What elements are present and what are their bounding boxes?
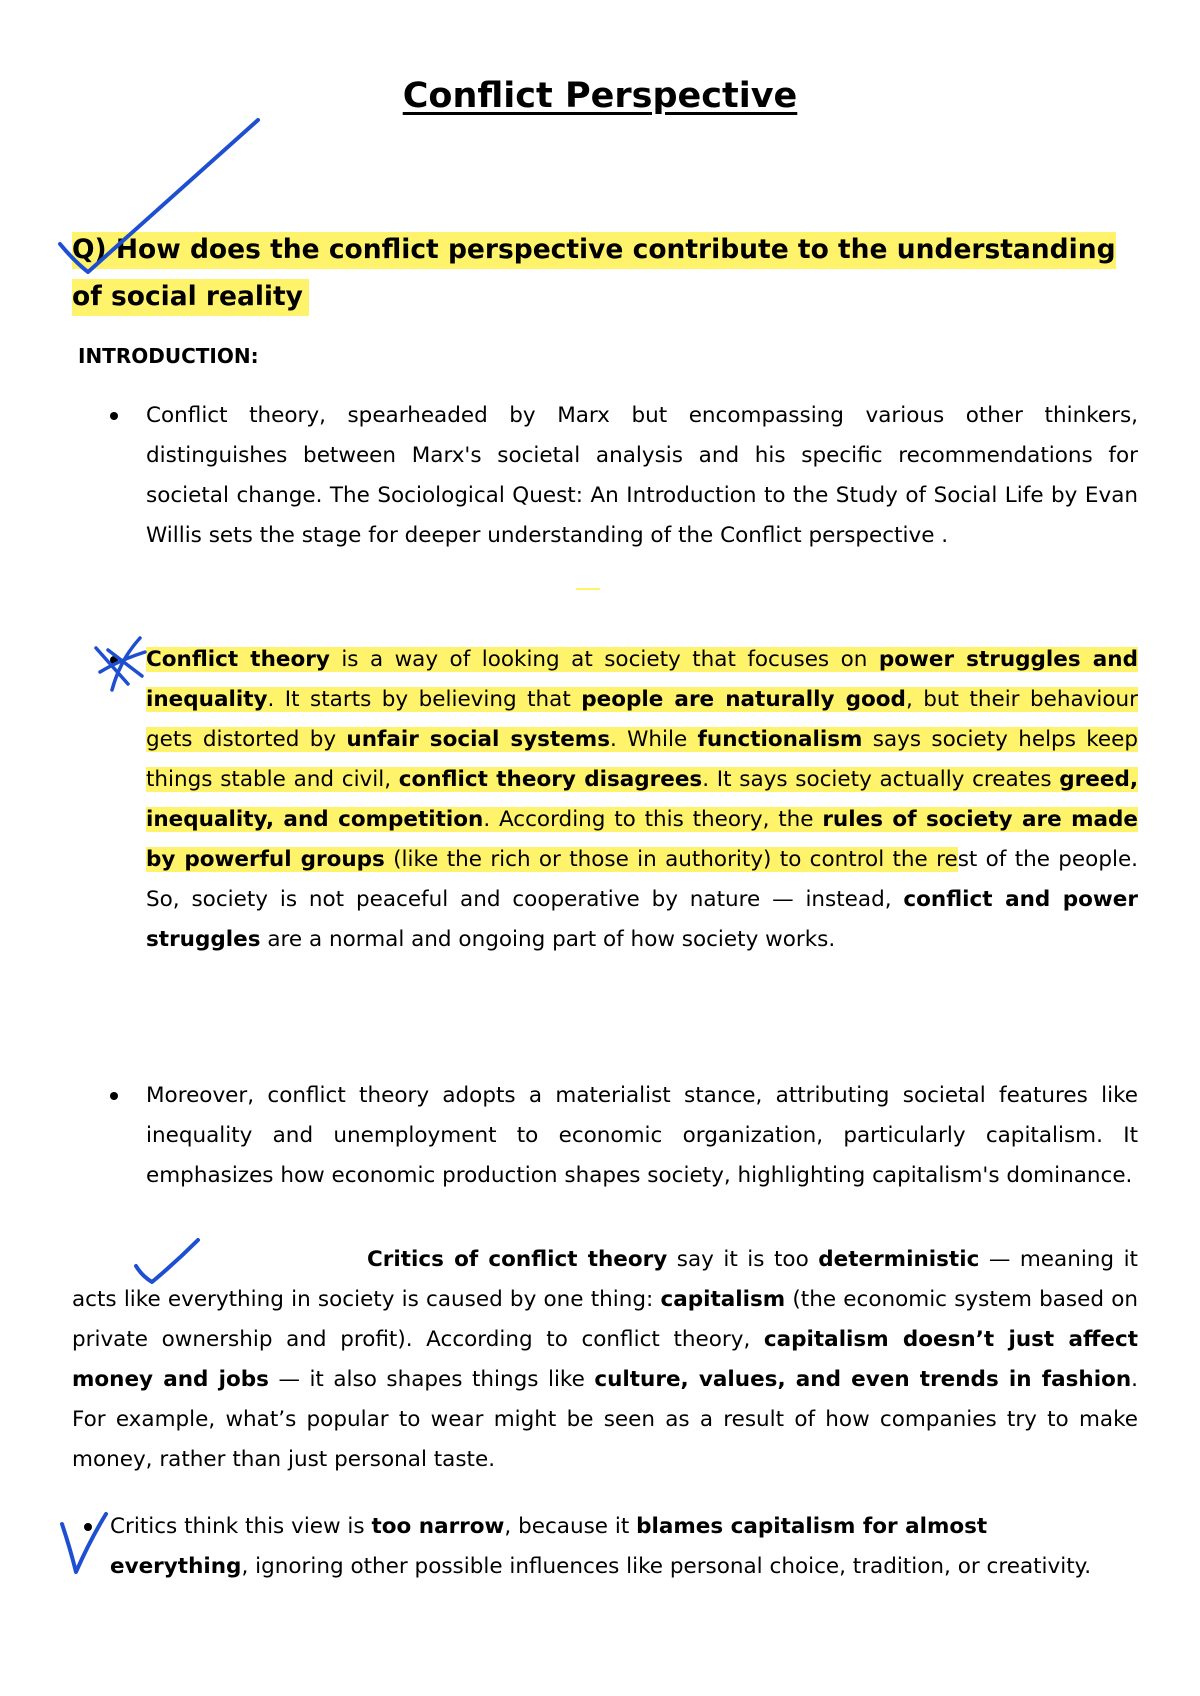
term: people are naturally good (581, 687, 906, 712)
critics-paragraph (72, 1240, 1138, 1480)
bullet-1-text (146, 396, 1138, 556)
text-run: (like the rich or those in authority) to control the re (384, 847, 958, 872)
bullet-icon (84, 1523, 92, 1531)
text-run: — meaning it acts like everything in society is caused by one thing: (72, 1247, 1138, 1312)
text-run: st of the people. So, society is not peaceful and cooperative by nature — instead, (146, 847, 1139, 912)
term: greed, inequality, and competition (146, 767, 1138, 832)
term: power struggles and inequality (146, 647, 1138, 712)
bullet-icon (110, 1092, 118, 1100)
text-run: , but their behaviour gets distorted by (146, 687, 1138, 752)
introduction-heading: INTRODUCTION: (78, 344, 259, 368)
text-run: . It says society actually creates (702, 767, 1060, 792)
term: deterministic (818, 1247, 980, 1272)
bullet-1-content: Conflict theory, spearheaded by Marx but encompassing various other thinkers, distinguishes between Marx's societal analysis and his specific recommendations for societal change. The Sociological Quest: An Introduction to the Study of Social Life by Evan Willis sets the stage for deeper understanding of the Conflict perspective . (146, 403, 1138, 548)
term: capitalism (660, 1287, 786, 1312)
question-text: How does the conflict perspective contribute to the understanding of social reality (72, 234, 1116, 312)
bullet-3-text (146, 1076, 1138, 1196)
term: rules of society are made by powerful groups (146, 807, 1138, 872)
highlight-dash (576, 588, 600, 590)
bullet-2-text (146, 640, 1138, 960)
text-run: (the economic system based on private ownership and profit). According to conflict theory, (72, 1287, 1138, 1352)
question (72, 226, 1142, 320)
term: blames capitalism for almost everything (110, 1514, 988, 1579)
text-run: are a normal and ongoing part of how society works. (260, 927, 836, 952)
checkmark-icon (62, 1514, 106, 1572)
text-run: says society helps keep things stable and civil, (146, 727, 1139, 792)
term: too narrow (371, 1514, 505, 1539)
term: conflict theory disagrees (398, 767, 703, 792)
text-run: Critics think this view is (110, 1514, 372, 1539)
term: Critics of conflict theory (367, 1247, 668, 1272)
text-run: , ignoring other possible influences like personal choice, tradition, or creativity. (241, 1554, 1092, 1579)
term: Conflict theory (146, 647, 330, 672)
bullet-3-content: Moreover, conflict theory adopts a materialist stance, attributing societal features like inequality and unemployment to economic organization, particularly capitalism. It emphasizes how economic production shapes society, highlighting capitalism's dominance. (146, 1083, 1138, 1188)
text-run: . For example, what’s popular to wear might be seen as a result of how companies try to make money, rather than just personal taste. (72, 1367, 1138, 1472)
term: functionalism (697, 727, 863, 752)
text-run: — it also shapes things like (268, 1367, 595, 1392)
term: unfair social systems (346, 727, 611, 752)
text-run: , because it (504, 1514, 637, 1539)
text-run: . According to this theory, the (483, 807, 823, 832)
text-run: . While (610, 727, 698, 752)
question-prefix: Q) (72, 234, 116, 265)
bullet-icon (110, 412, 118, 420)
text-run: say it is too (667, 1247, 819, 1272)
text-run: . It starts by believing that (267, 687, 582, 712)
question-highlight (72, 232, 1116, 316)
star-icon (96, 638, 145, 690)
text-run: is a way of looking at society that focuses on (329, 647, 879, 672)
term: capitalism doesn’t just affect money and jobs (72, 1327, 1138, 1392)
term: conflict and power struggles (146, 887, 1138, 952)
bullet-icon (110, 656, 118, 664)
term: culture, values, and even trends in fashion (594, 1367, 1132, 1392)
page-title: Conflict Perspective (402, 76, 798, 116)
highlighted-run (146, 647, 1138, 872)
critics-bullet (110, 1507, 1110, 1587)
